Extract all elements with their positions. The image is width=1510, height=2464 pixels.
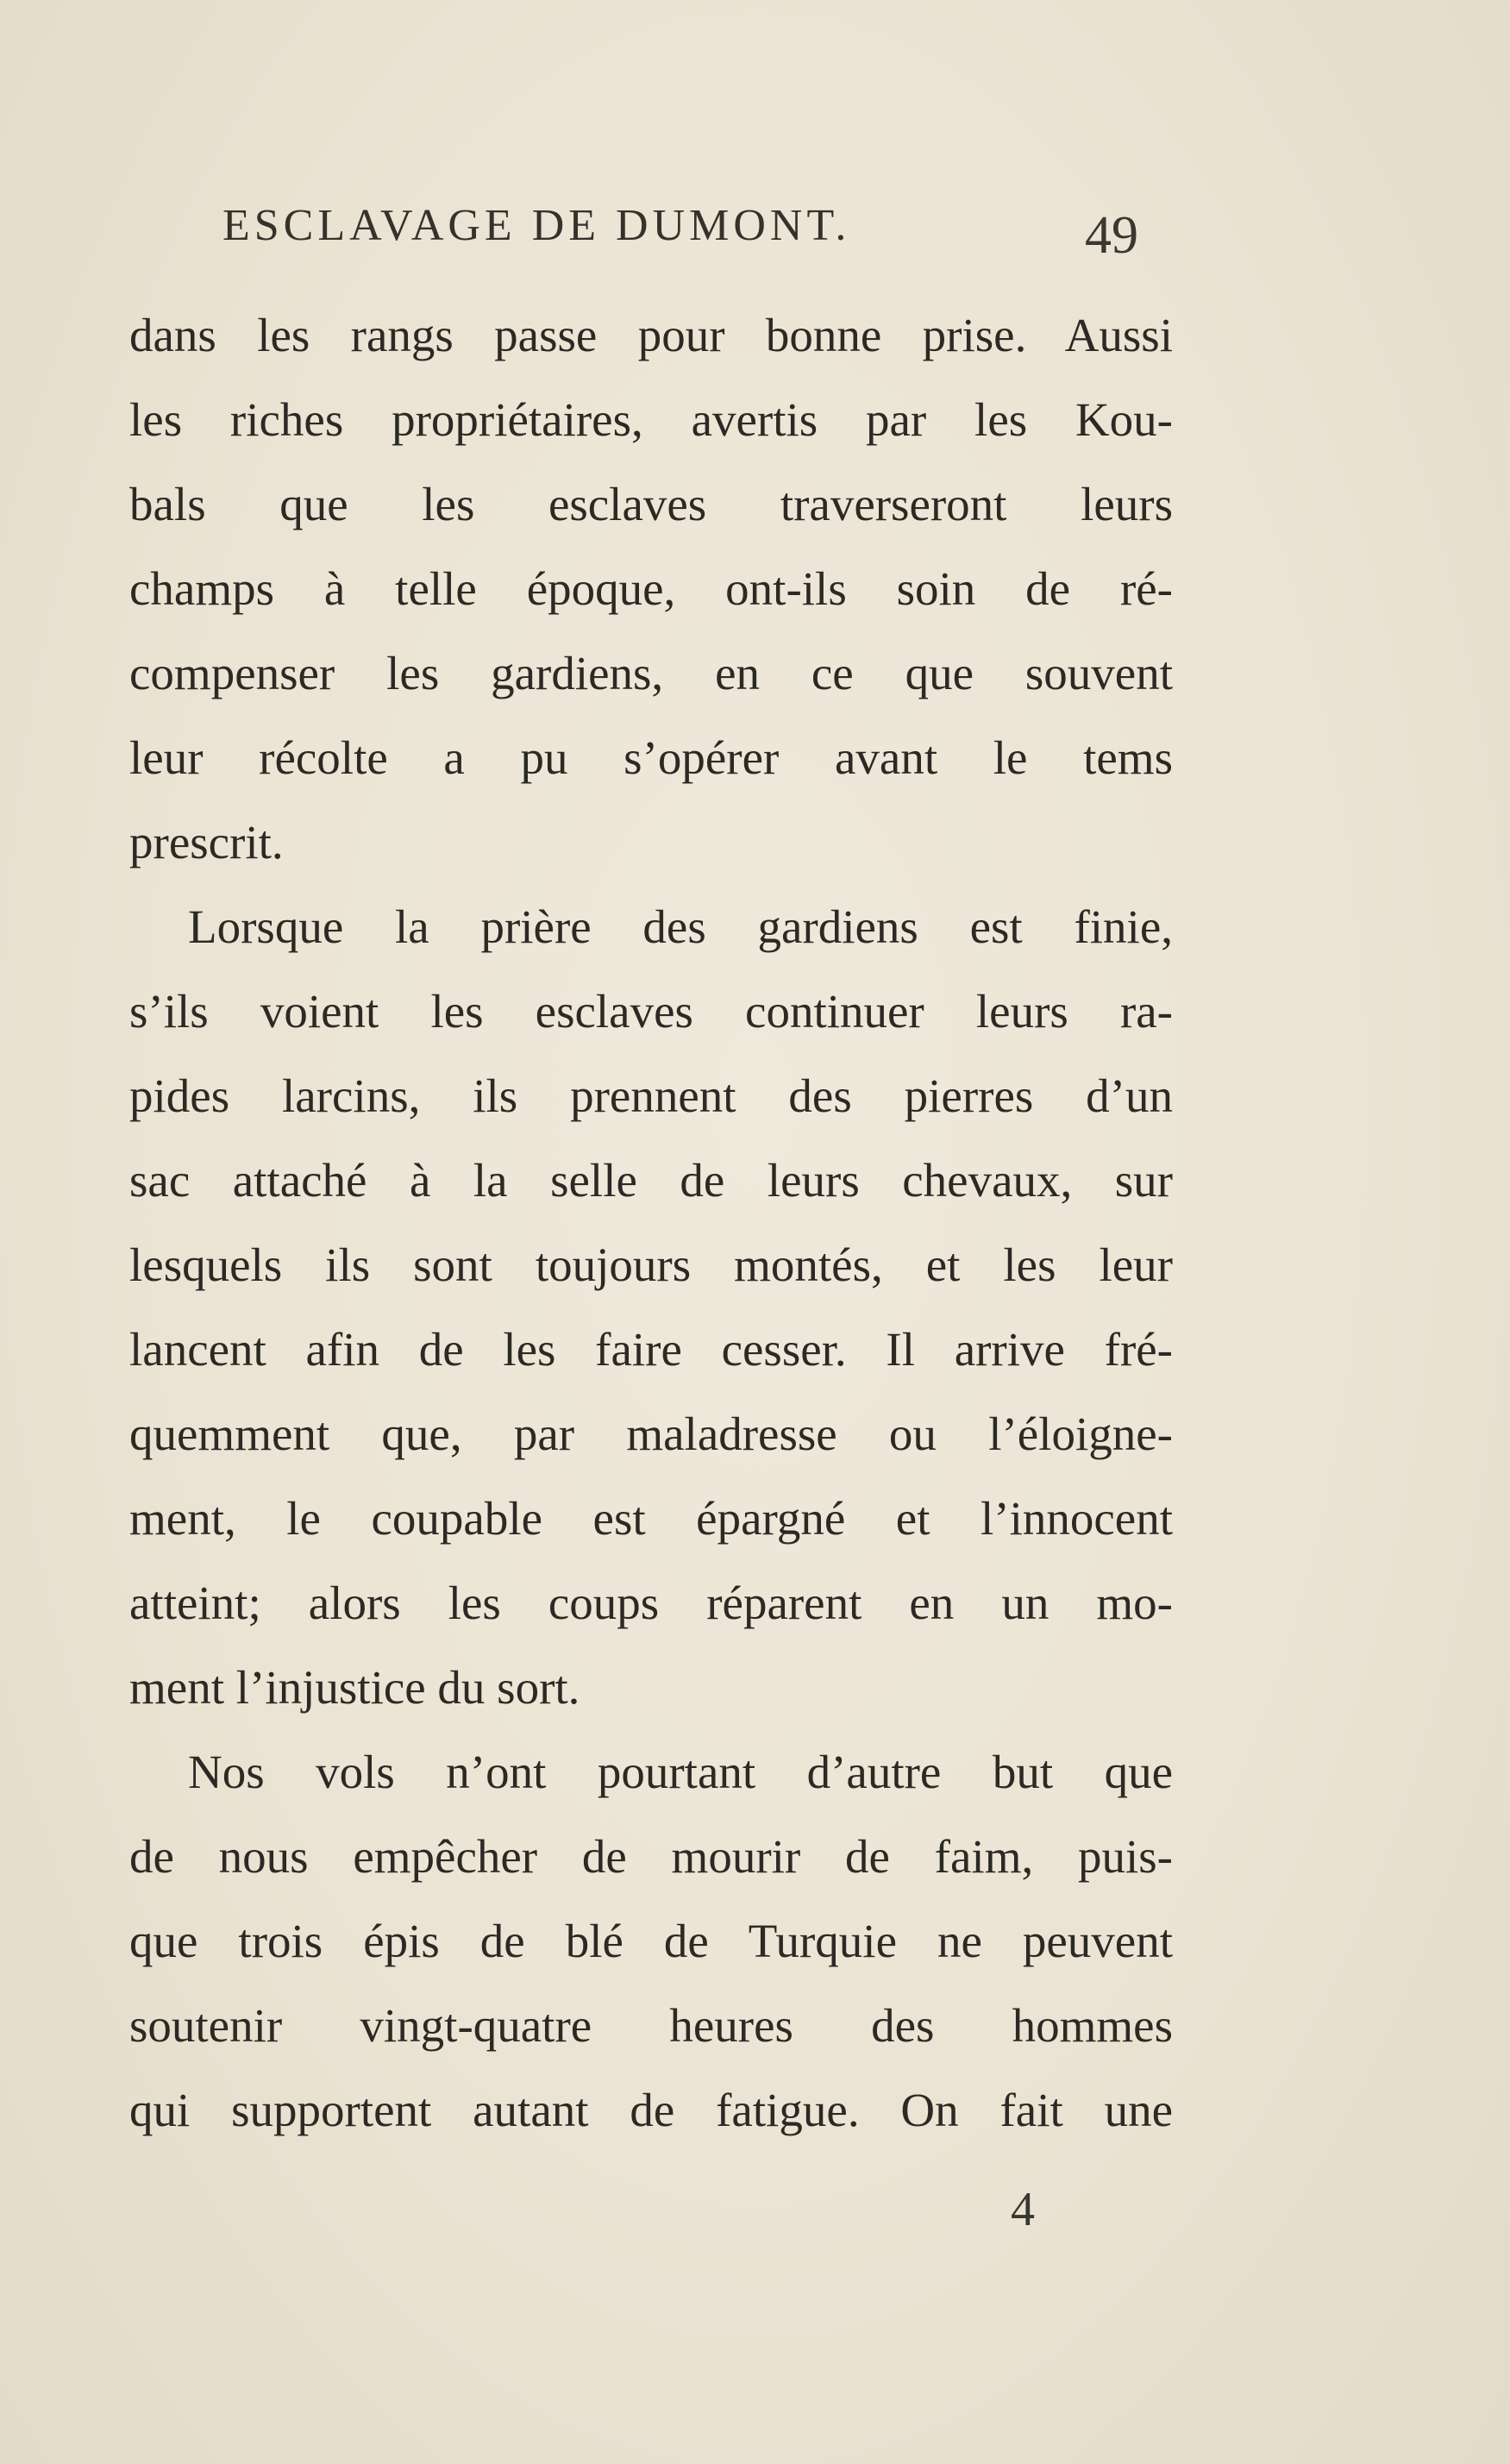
body-text (129, 293, 1173, 2153)
text-line: Nos vols n’ont pourtant d’autre but que (188, 1746, 1173, 1798)
text-line: lesquels ils sont toujours montés, et les leur (129, 1238, 1173, 1291)
text-line: sac attaché à la selle de leurs chevaux, sur (129, 1154, 1173, 1207)
text-line: les riches propriétaires, avertis par les Kou- (129, 393, 1173, 446)
text-line: s’ils voient les esclaves continuer leurs ra- (129, 985, 1173, 1038)
text-line: Lorsque la prière des gardiens est finie, (188, 900, 1173, 953)
text-line: champs à telle époque, ont-ils soin de ré- (129, 562, 1173, 615)
text-line: qui supportent autant de fatigue. On fait une (129, 2084, 1173, 2136)
text-line: bals que les esclaves traverseront leurs (129, 478, 1173, 530)
text-line: compenser les gardiens, en ce que souvent (129, 647, 1173, 699)
page-header (222, 200, 1180, 269)
text-line: que trois épis de blé de Turquie ne peuvent (129, 1915, 1173, 1967)
text-line: ment l’injustice du sort. (129, 1661, 580, 1714)
text-line: quemment que, par maladresse ou l’éloigne- (129, 1408, 1173, 1460)
text-line: de nous empêcher de mourir de faim, puis- (129, 1830, 1173, 1883)
text-line: pides larcins, ils prennent des pierres d’un (129, 1069, 1173, 1122)
text-line: prescrit. (129, 816, 284, 868)
text-line: leur récolte a pu s’opérer avant le tems (129, 731, 1173, 784)
text-line: atteint; alors les coups réparent en un mo- (129, 1577, 1173, 1629)
page-number: 49 (1085, 206, 1138, 265)
text-line: ment, le coupable est épargné et l’innocent (129, 1492, 1173, 1545)
text-line: dans les rangs passe pour bonne prise. Aussi (129, 309, 1173, 361)
running-title: ESCLAVAGE DE DUMONT. (222, 201, 851, 250)
text-line: lancent afin de les faire cesser. Il arrive fré- (129, 1323, 1173, 1376)
text-line: soutenir vingt-quatre heures des hommes (129, 1999, 1173, 2052)
signature-mark: 4 (1011, 2183, 1035, 2236)
